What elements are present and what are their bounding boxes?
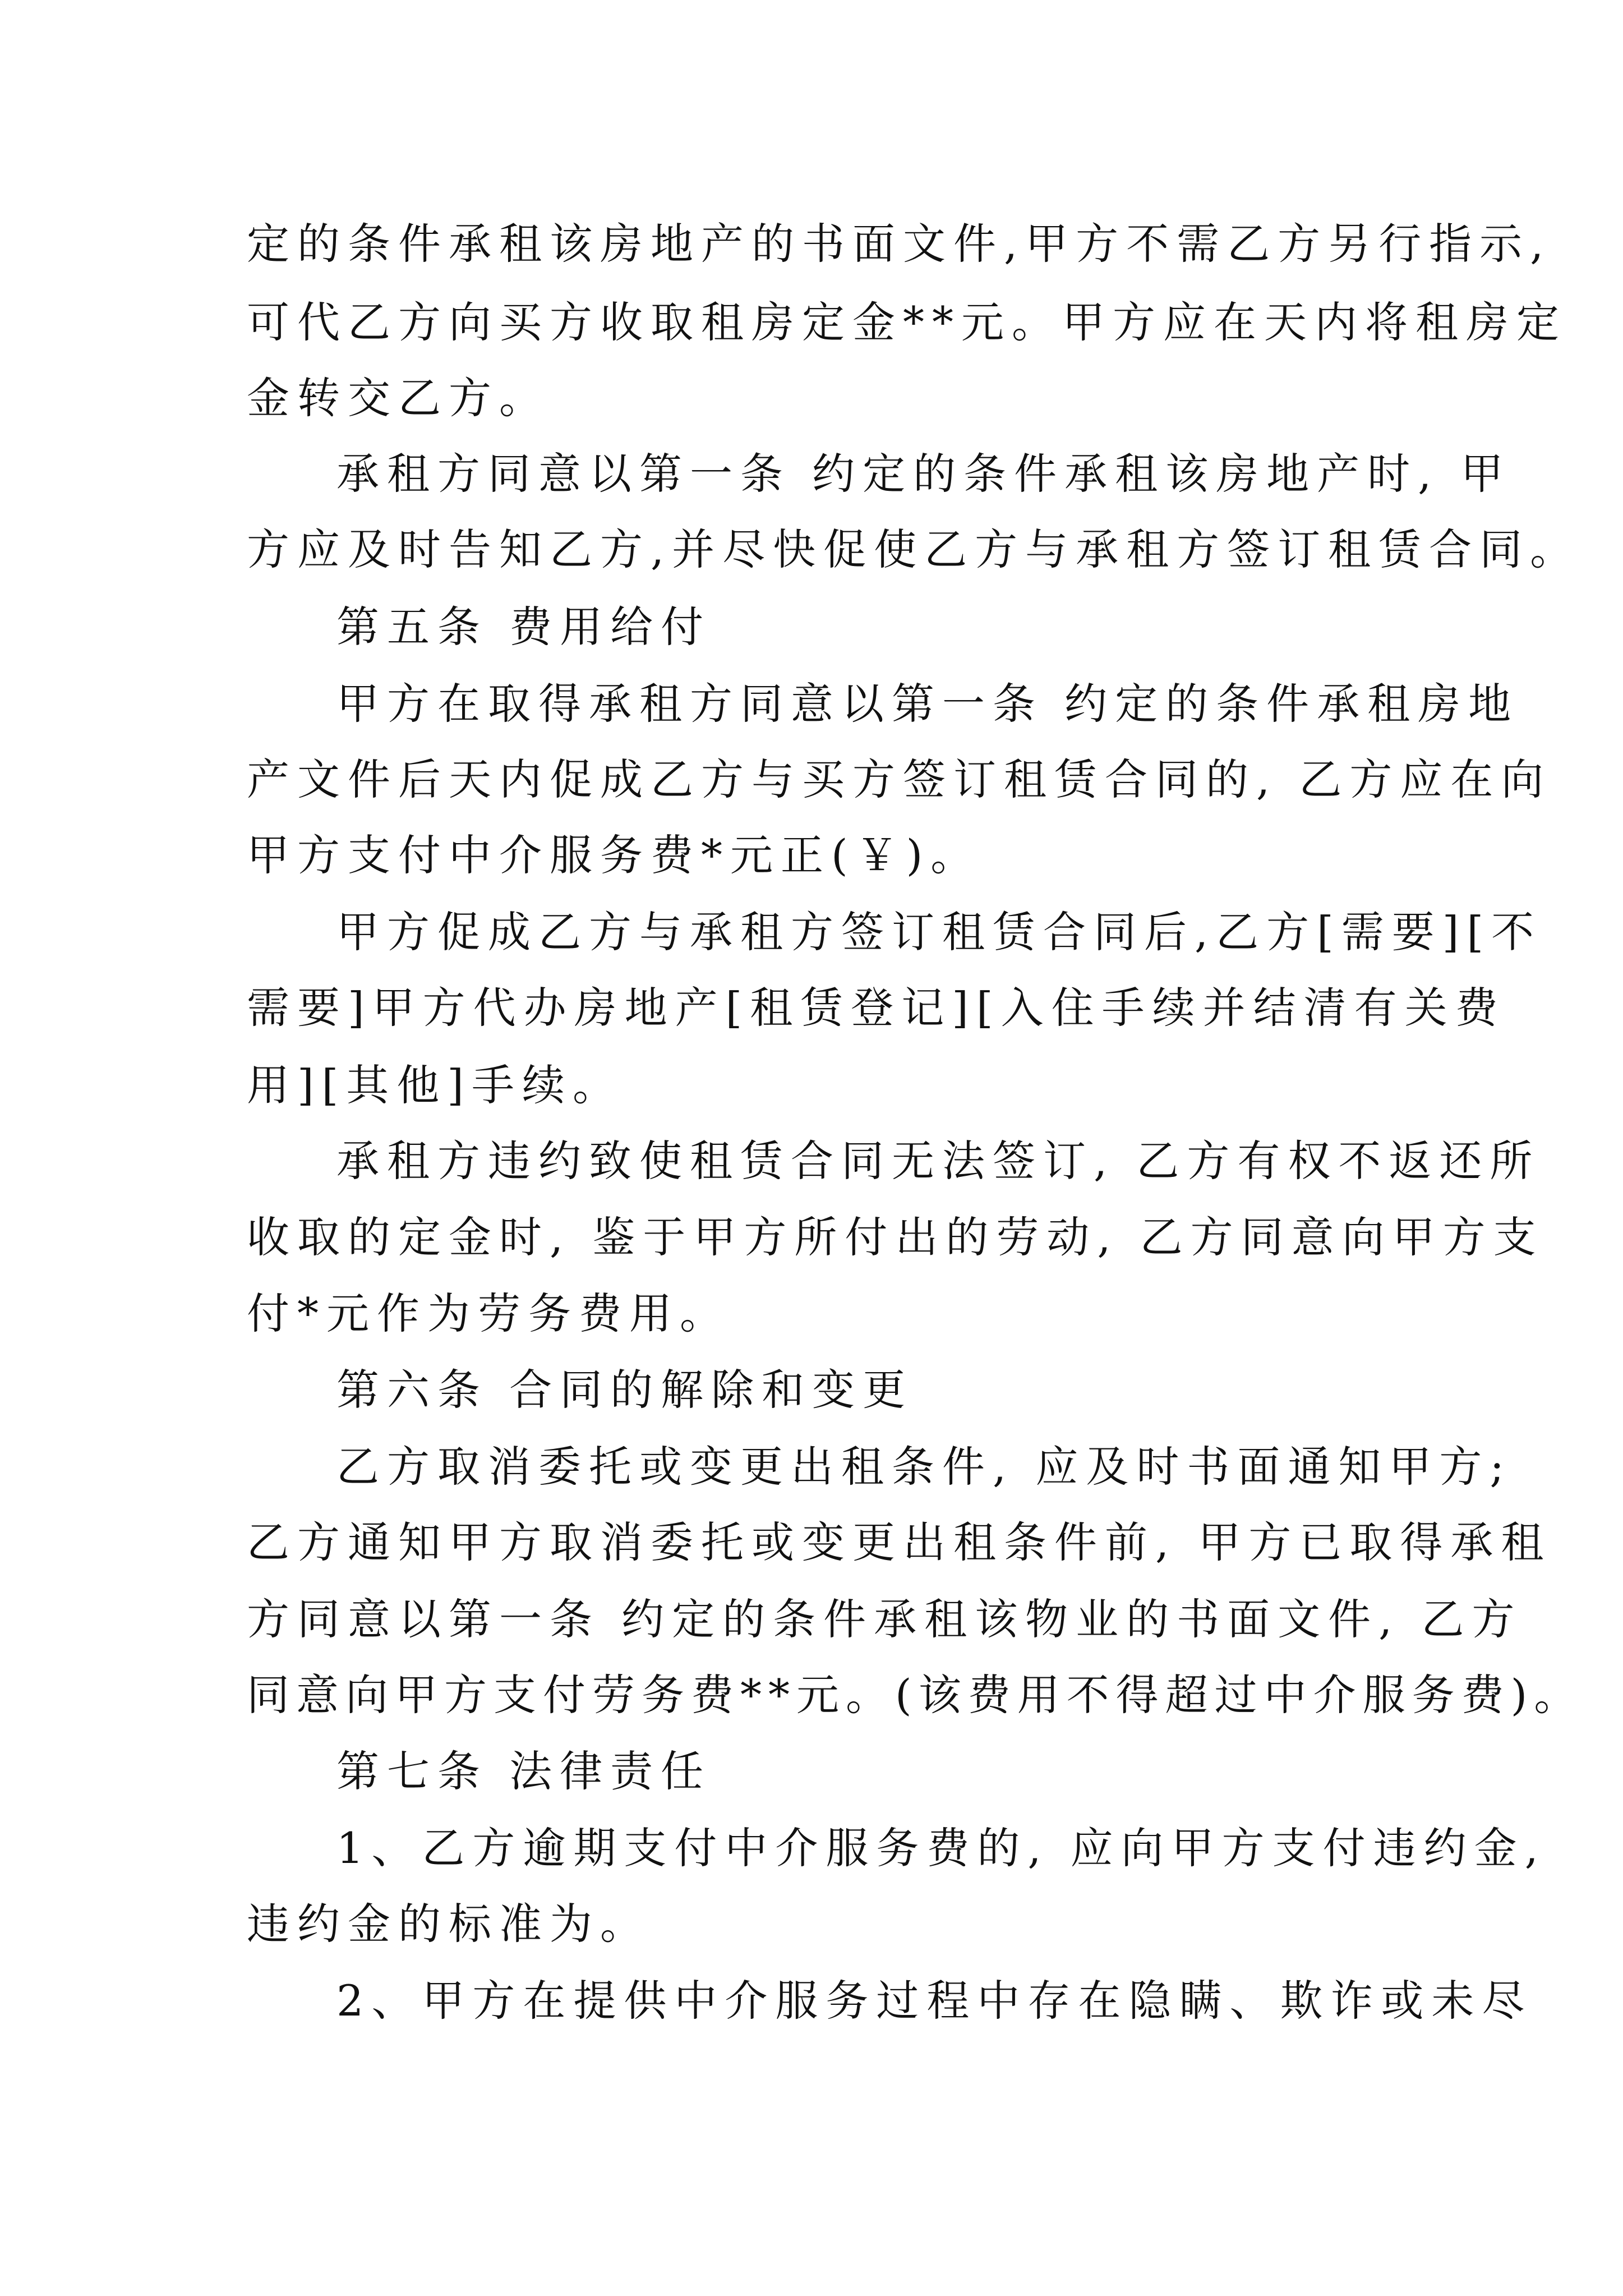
text-line: 1、乙方逾期支付中介服务费的, 应向甲方支付违约金, [336, 1823, 1546, 1873]
text-line: 用][其他]手续。 [247, 1060, 623, 1110]
text-line: 承租方同意以第一条 约定的条件承租该房地产时, 甲 [336, 449, 1511, 499]
text-line: 付*元作为劳务费用。 [247, 1289, 730, 1338]
text-line: 产文件后天内促成乙方与买方签订租赁合同的, 乙方应在向 [247, 754, 1552, 804]
section-heading: 第七条 法律责任 [336, 1746, 712, 1796]
text-line: 可代乙方向买方收取租房定金**元。甲方应在天内将租房定 [247, 297, 1567, 347]
text-line: 2、甲方在提供中介服务过程中存在隐瞒、欺诈或未尽 [336, 1976, 1533, 2026]
text-line: 方同意以第一条 约定的条件承租该物业的书面文件, 乙方 [247, 1594, 1523, 1644]
text-line: 方应及时告知乙方,并尽快促使乙方与承租方签订租赁合同。 [247, 524, 1581, 574]
text-line: 需要]甲方代办房地产[租赁登记][入住手续并结清有关费 [247, 983, 1506, 1033]
text-line: 乙方通知甲方取消委托或变更出租条件前, 甲方已取得承租 [247, 1517, 1552, 1567]
text-line: 乙方取消委托或变更出租条件, 应及时书面通知甲方; [336, 1442, 1512, 1492]
text-line: 甲方促成乙方与承租方签订租赁合同后,乙方[需要][不 [336, 907, 1542, 957]
text-line: 甲方支付中介服务费*元正(￥)。 [247, 830, 981, 880]
section-heading: 第六条 合同的解除和变更 [336, 1365, 914, 1415]
text-line: 同意向甲方支付劳务费**元。(该费用不得超过中介服务费)。 [247, 1670, 1584, 1720]
text-line: 甲方在取得承租方同意以第一条 约定的条件承租房地 [336, 679, 1519, 729]
text-line: 收取的定金时, 鉴于甲方所付出的劳动, 乙方同意向甲方支 [247, 1212, 1544, 1262]
text-line: 违约金的标准为。 [247, 1899, 651, 1949]
text-line: 承租方违约致使租赁合同无法签订, 乙方有权不返还所 [336, 1136, 1541, 1186]
section-heading: 第五条 费用给付 [336, 602, 712, 652]
text-line: 定的条件承租该房地产的书面文件,甲方不需乙方另行指示, [247, 219, 1552, 269]
text-line: 金转交乙方。 [247, 373, 550, 423]
